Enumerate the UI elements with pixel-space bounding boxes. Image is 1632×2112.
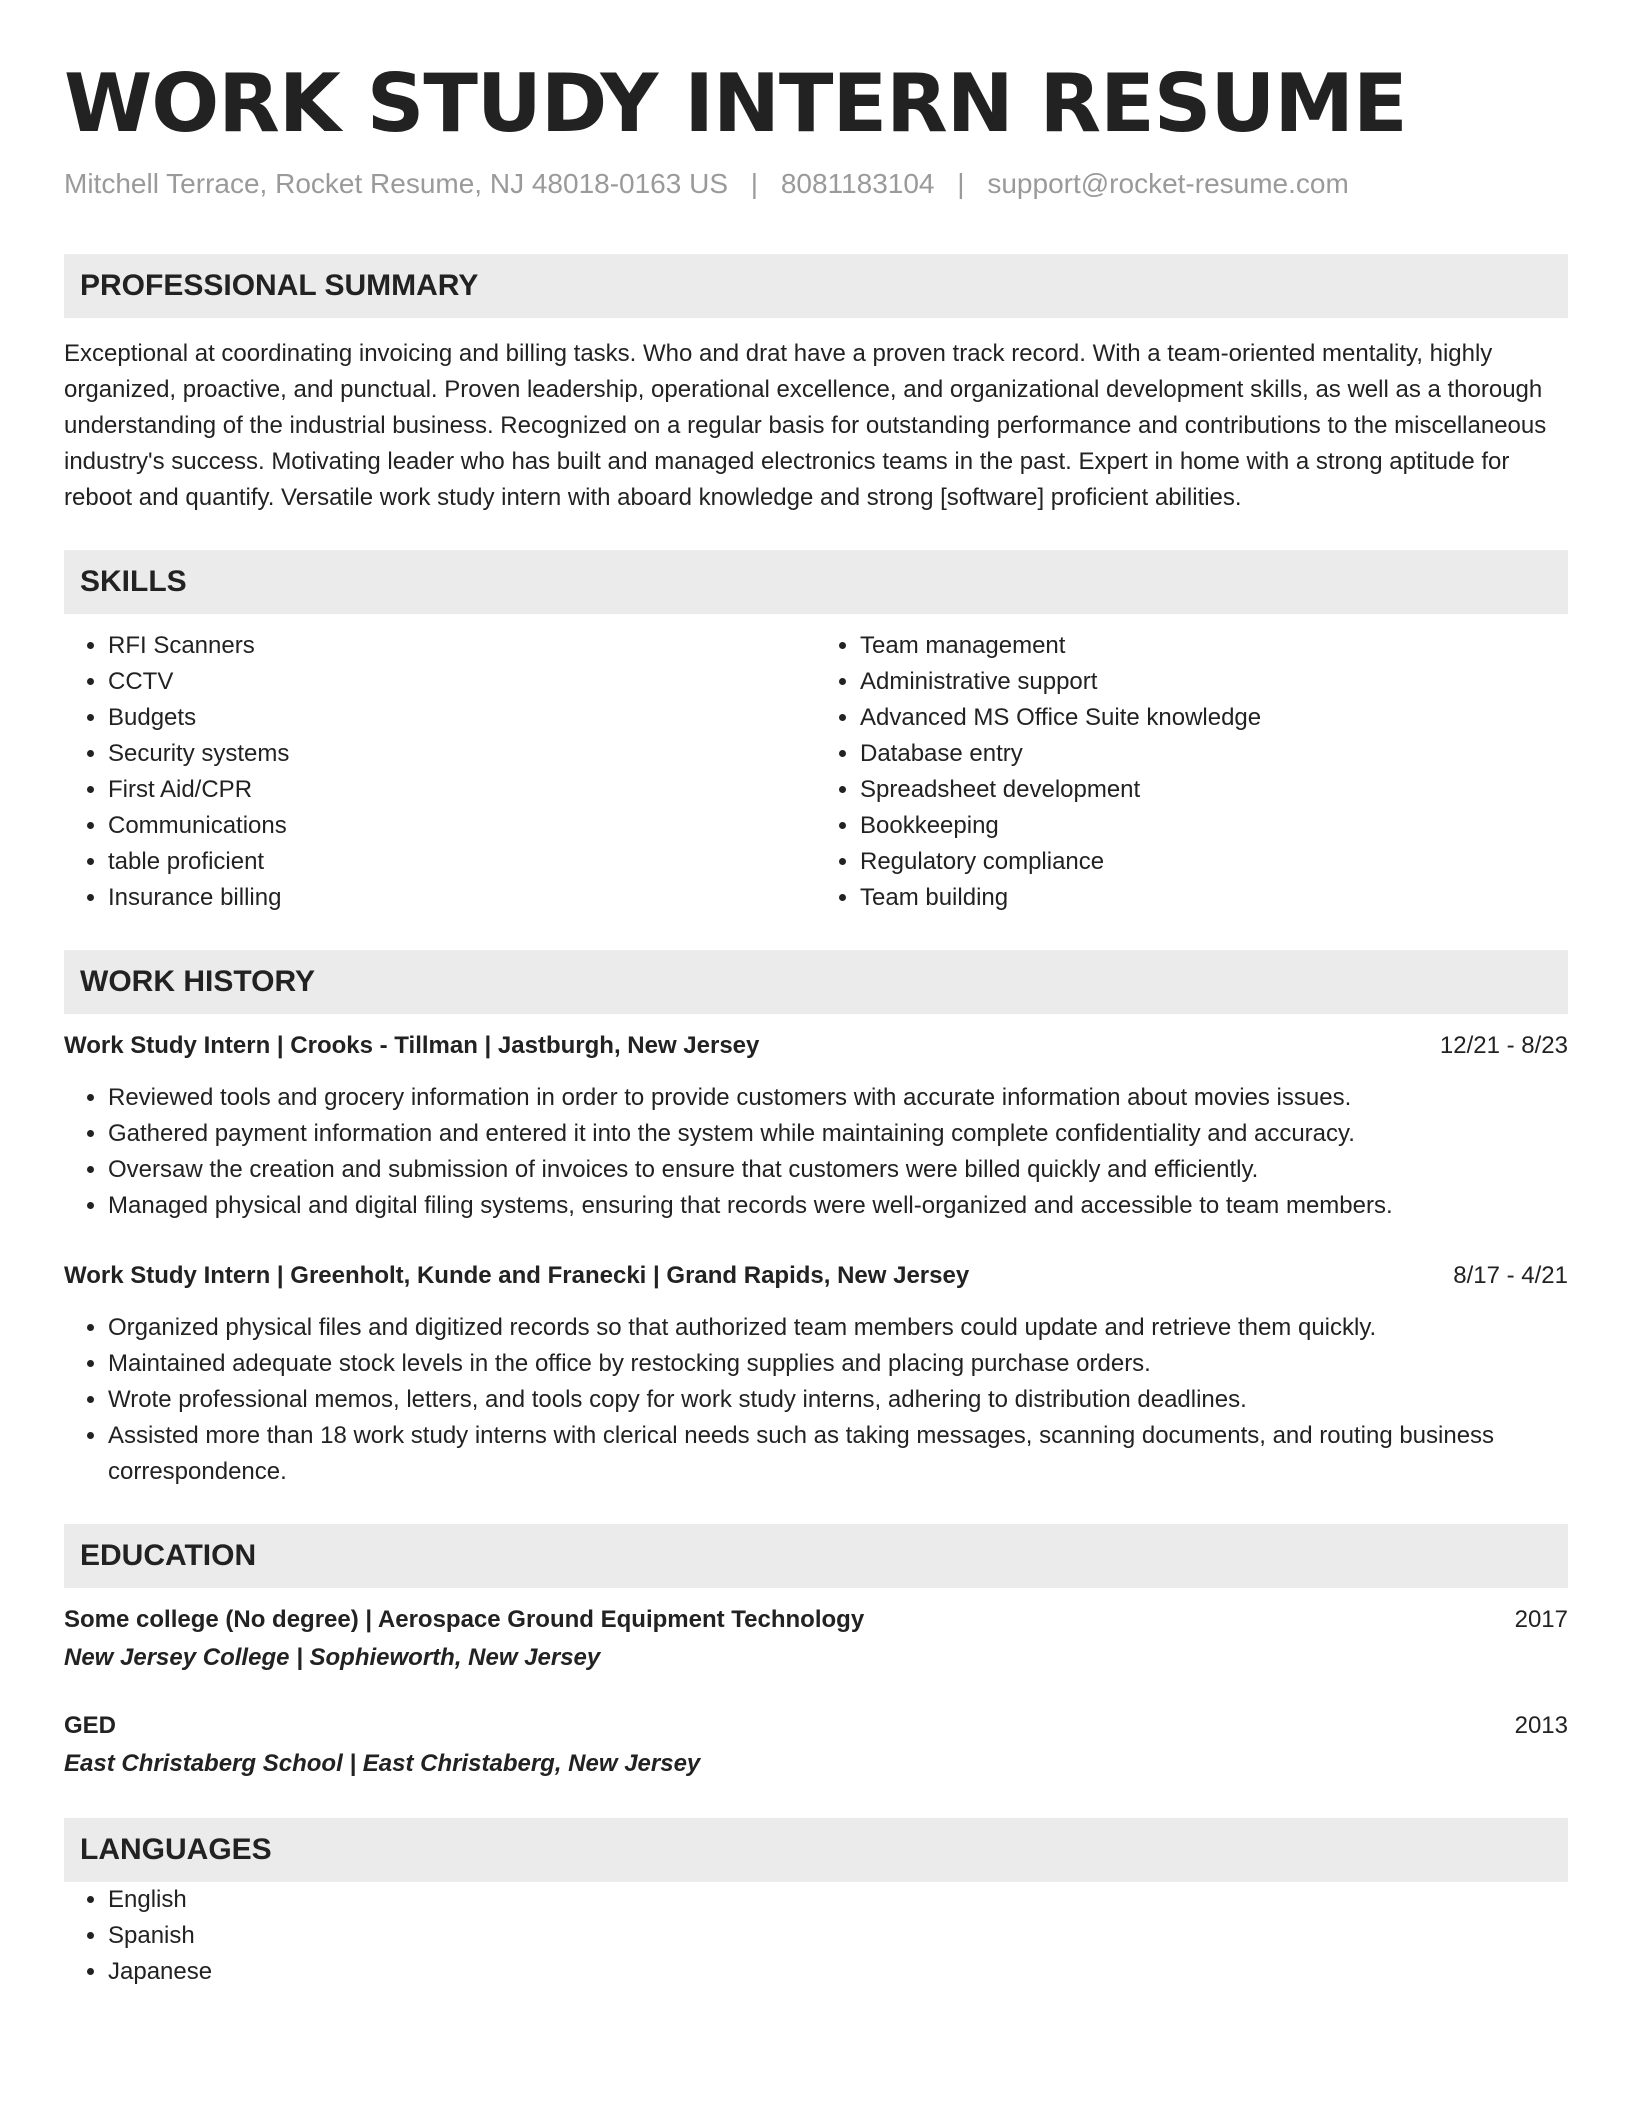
- job-title: Work Study Intern | Greenholt, Kunde and Franecki | Grand Rapids, New Jersey: [64, 1262, 970, 1289]
- contact-address: Mitchell Terrace, Rocket Resume, NJ 48018-0163 US: [64, 168, 729, 199]
- section-header-skills: [64, 550, 1568, 614]
- section-title: SKILLS: [80, 565, 187, 598]
- contact-phone: 8081183104: [780, 168, 935, 199]
- job-bullet: • Oversaw the creation and submission of invoices to ensure that customers were billed quickly and efficiently.: [108, 1152, 1568, 1188]
- education-entry: [64, 1602, 1568, 1678]
- contact-separator: |: [750, 168, 759, 199]
- contact-email: support@rocket-resume.com: [987, 168, 1349, 199]
- languages-list: [64, 1882, 1568, 1990]
- section-title: EDUCATION: [80, 1539, 257, 1572]
- skill-item: • Bookkeeping: [860, 808, 1568, 844]
- contact-line: [64, 166, 1568, 202]
- skill-item: • CCTV: [108, 664, 816, 700]
- skills-list-left: [64, 628, 816, 916]
- skills-column-right: [816, 628, 1568, 916]
- skill-item: • First Aid/CPR: [108, 772, 816, 808]
- job-header: [64, 1028, 1568, 1064]
- section-header-education: [64, 1524, 1568, 1588]
- skill-item: • table proficient: [108, 844, 816, 880]
- skill-item: • Database entry: [860, 736, 1568, 772]
- skill-item: • Team building: [860, 880, 1568, 916]
- job-header: [64, 1258, 1568, 1294]
- job-dates: 12/21 - 8/23: [1439, 1032, 1568, 1059]
- education-header: [64, 1602, 1568, 1638]
- job-bullets: [64, 1310, 1568, 1490]
- section-header-summary: [64, 254, 1568, 318]
- education-title: GED: [64, 1712, 117, 1739]
- education-year: 2013: [1514, 1712, 1568, 1739]
- section-title: WORK HISTORY: [80, 965, 316, 998]
- education-header: [64, 1708, 1568, 1744]
- skill-item: • Security systems: [108, 736, 816, 772]
- skill-item: • Team management: [860, 628, 1568, 664]
- language-item: • English: [108, 1882, 1568, 1918]
- job-entry: [64, 1028, 1568, 1224]
- job-bullet: • Maintained adequate stock levels in the office by restocking supplies and placing purchase orders.: [108, 1346, 1568, 1382]
- job-bullet: • Assisted more than 18 work study interns with clerical needs such as taking messages, scanning documents, and routing business correspondence.: [108, 1418, 1568, 1490]
- language-item: • Spanish: [108, 1918, 1568, 1954]
- education-school: East Christaberg School | East Christaberg, New Jersey: [64, 1750, 701, 1777]
- job-bullet: • Reviewed tools and grocery information in order to provide customers with accurate information about movies issues.: [108, 1080, 1568, 1116]
- education-title: Some college (No degree) | Aerospace Ground Equipment Technology: [64, 1606, 865, 1633]
- language-item: • Japanese: [108, 1954, 1568, 1990]
- skill-item: • Communications: [108, 808, 816, 844]
- job-bullet: • Wrote professional memos, letters, and tools copy for work study interns, adhering to distribution deadlines.: [108, 1382, 1568, 1418]
- skills-column-left: [64, 628, 816, 916]
- section-header-languages: [64, 1818, 1568, 1882]
- job-bullets: [64, 1080, 1568, 1224]
- skills-list-right: [816, 628, 1568, 916]
- job-bullet: • Organized physical files and digitized records so that authorized team members could update and retrieve them quickly.: [108, 1310, 1568, 1346]
- section-header-work-history: [64, 950, 1568, 1014]
- job-dates: 8/17 - 4/21: [1453, 1262, 1568, 1289]
- skill-item: • RFI Scanners: [108, 628, 816, 664]
- skill-item: • Administrative support: [860, 664, 1568, 700]
- section-title: PROFESSIONAL SUMMARY: [80, 269, 479, 302]
- education-entry: [64, 1708, 1568, 1784]
- section-title: LANGUAGES: [80, 1833, 272, 1866]
- summary-paragraph: Exceptional at coordinating invoicing and billing tasks. Who and drat have a proven track record. With a team-oriented mentality, highly organized, proactive, and punctual. Proven leadership, operational excellence, and organizational development skills, as well as a thorough understanding of the industrial business. Recognized on a regular basis for outstanding performance and contributions to the miscellaneous industry's success. Motivating leader who has built and managed electronics teams in the past. Expert in home with a strong aptitude for reboot and quantify. Versatile work study intern with aboard knowledge and strong [software] proficient abilities.: [64, 340, 1547, 511]
- skill-item: • Budgets: [108, 700, 816, 736]
- job-bullet: • Managed physical and digital filing systems, ensuring that records were well-organized and accessible to team members.: [108, 1188, 1568, 1224]
- skill-item: • Spreadsheet development: [860, 772, 1568, 808]
- skill-item: • Insurance billing: [108, 880, 816, 916]
- skill-item: • Regulatory compliance: [860, 844, 1568, 880]
- contact-separator: |: [957, 168, 965, 199]
- job-title: Work Study Intern | Crooks - Tillman | Jastburgh, New Jersey: [64, 1032, 760, 1059]
- job-bullet: • Gathered payment information and entered it into the system while maintaining complete confidentiality and accuracy.: [108, 1116, 1568, 1152]
- resume-title: WORK STUDY INTERN RESUME: [64, 57, 1407, 150]
- education-school: New Jersey College | Sophieworth, New Jersey: [64, 1644, 601, 1671]
- education-year: 2017: [1514, 1606, 1568, 1633]
- skills-grid: [64, 628, 1568, 916]
- job-entry: [64, 1258, 1568, 1490]
- skill-item: • Advanced MS Office Suite knowledge: [860, 700, 1568, 736]
